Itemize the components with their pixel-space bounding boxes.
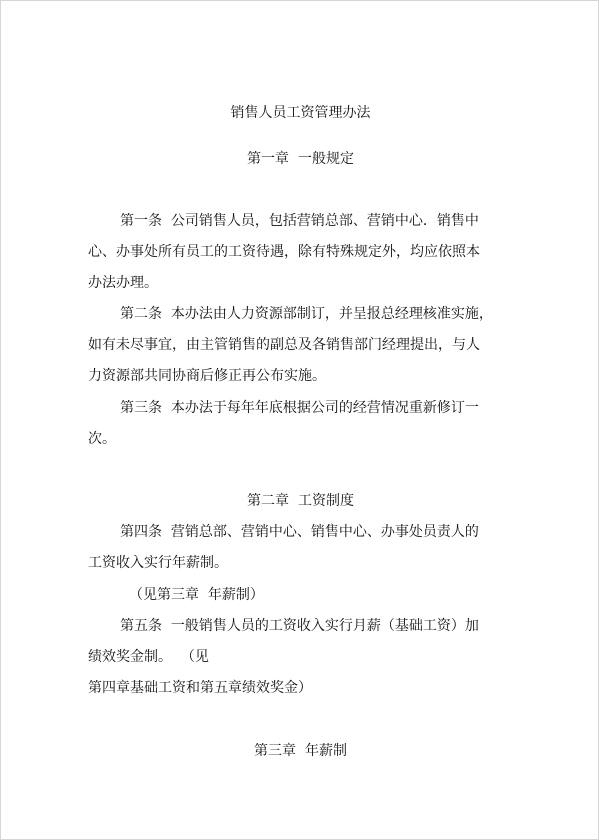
- paragraph-line: 绩效奖金制。 （见: [88, 649, 209, 665]
- paragraph-line: 工资收入实行年薪制。: [88, 555, 228, 571]
- paragraph-line: 力资源部共同协商后修正再公布实施。: [88, 368, 326, 384]
- paragraph-line: （见第三章 年薪制）: [129, 587, 264, 603]
- paragraph-line: 如有未尽事宜，由主管销售的副总及各销售部门经理提出，与人: [88, 337, 480, 353]
- document-title: 销售人员工资管理办法: [230, 105, 371, 121]
- paragraph-line: 办法办理。: [88, 275, 158, 291]
- paragraph-line: 第三条 本办法于每年年底根据公司的经营情况重新修订一: [120, 400, 479, 416]
- paragraph-line: 第二条 本办法由人力资源部制订，并呈报总经理核准实施，: [120, 306, 493, 322]
- paragraph-line: 第一条 公司销售人员，包括营销总部、营销中心．销售中: [120, 213, 479, 229]
- paragraph-line: 第四章基础工资和第五章绩效奖金）: [88, 680, 312, 696]
- paragraph-line: 第四条 营销总部、营销中心、销售中心、办事处员责人的: [120, 524, 479, 540]
- chapter-heading: 第一章 一般规定: [247, 151, 354, 167]
- chapter-heading: 第二章 工资制度: [247, 493, 354, 509]
- chapter-heading: 第三章 年薪制: [254, 743, 347, 759]
- paragraph-line: 次。: [88, 431, 116, 447]
- paragraph-line: 心、办事处所有员工的工资待遇，除有特殊规定外，均应依照本: [88, 244, 480, 260]
- paragraph-line: 第五条 一般销售人员的工资收入实行月薪（基础工资）加: [120, 618, 479, 634]
